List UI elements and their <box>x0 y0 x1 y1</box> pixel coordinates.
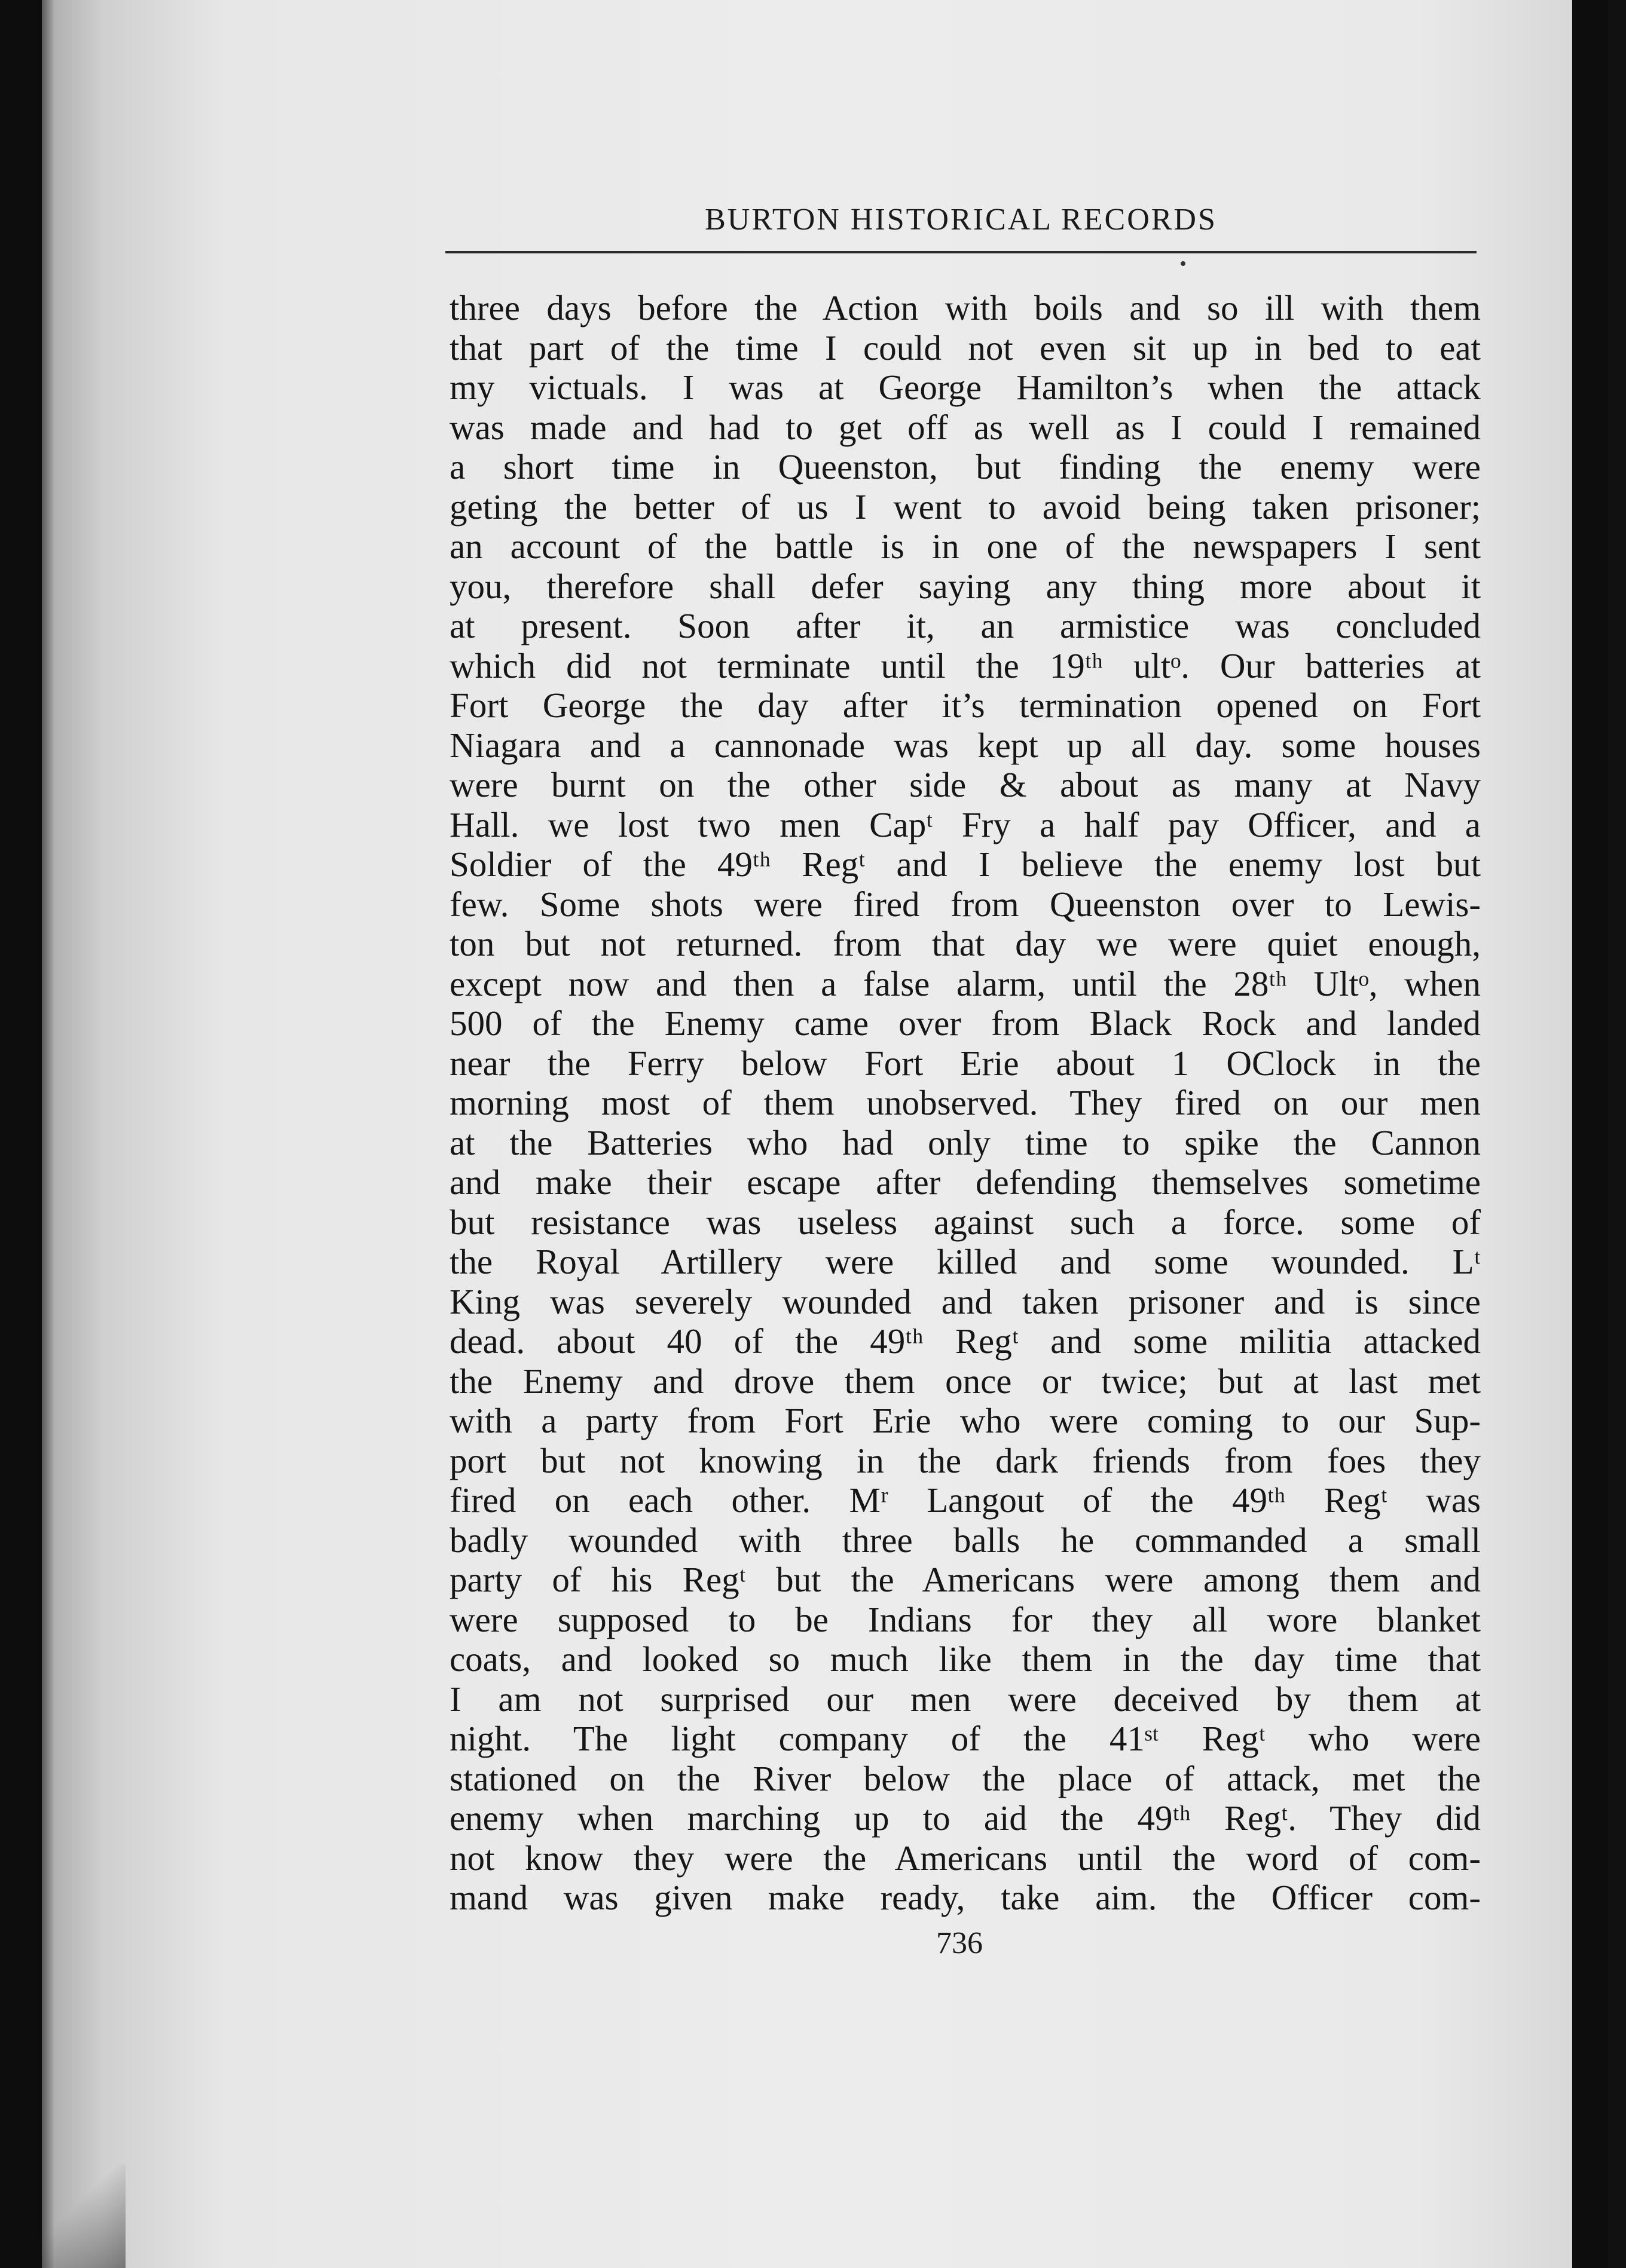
text-line: coats, and looked so much like them in the day time that <box>450 1639 1481 1679</box>
text-line: were burnt on the other side & about as many at Navy <box>450 765 1481 804</box>
header-rule <box>445 251 1477 253</box>
text-line: and make their escape after defending themselves sometime <box>450 1162 1481 1202</box>
text-line: party of his Regᵗ but the Americans were among them and <box>450 1560 1481 1599</box>
text-line: morning most of them unobserved. They fired on our men <box>450 1083 1481 1122</box>
text-line: with a party from Fort Erie who were coming to our Sup- <box>450 1401 1481 1440</box>
page-corner-shadow <box>42 2163 126 2268</box>
text-line: Hall. we lost two men Capᵗ Fry a half pay Officer, and a <box>450 804 1481 844</box>
text-line: not know they were the Americans until the word of com- <box>450 1838 1481 1878</box>
text-line: badly wounded with three balls he commanded a small <box>450 1520 1481 1560</box>
text-line: fired on each other. Mʳ Langout of the 49ᵗʰ Regᵗ was <box>450 1480 1481 1520</box>
text-line: I am not surprised our men were deceived by them at <box>450 1679 1481 1719</box>
text-line: King was severely wounded and taken prisoner and is since <box>450 1281 1481 1321</box>
text-line: at the Batteries who had only time to spike the Cannon <box>450 1122 1481 1162</box>
page-number: 736 <box>936 1926 983 1960</box>
text-line: dead. about 40 of the 49ᵗʰ Regᵗ and some militia attacked <box>450 1321 1481 1361</box>
text-line: at present. Soon after it, an armistice was concluded <box>450 606 1481 645</box>
ink-speck <box>1181 261 1185 266</box>
text-line: which did not terminate until the 19ᵗʰ ultᵒ. Our batteries at <box>450 645 1481 685</box>
running-head: BURTON HISTORICAL RECORDS <box>705 203 1217 237</box>
text-line: 500 of the Enemy came over from Black Rock and landed <box>450 1003 1481 1043</box>
text-line: except now and then a false alarm, until the 28ᵗʰ Ultᵒ, when <box>450 963 1481 1003</box>
text-line: the Enemy and drove them once or twice; but at last met <box>450 1361 1481 1401</box>
text-line: were supposed to be Indians for they all wore blanket <box>450 1599 1481 1639</box>
scan-right-border <box>1608 0 1626 2268</box>
text-line: Niagara and a cannonade was kept up all day. some houses <box>450 725 1481 765</box>
text-line: that part of the time I could not even sit up in bed to eat <box>450 328 1481 368</box>
text-line: geting the better of us I went to avoid being taken prisoner; <box>450 486 1481 527</box>
text-line: ton but not returned. from that day we were quiet enough, <box>450 924 1481 963</box>
text-line: my victuals. I was at George Hamilton’s when the attack <box>450 368 1481 407</box>
text-line: port but not knowing in the dark friends from foes they <box>450 1440 1481 1480</box>
paper-left-edge <box>42 0 54 2268</box>
text-line: stationed on the River below the place of attack, met the <box>450 1758 1481 1798</box>
text-line: enemy when marching up to aid the 49ᵗʰ Regᵗ. They did <box>450 1798 1481 1838</box>
text-line: the Royal Artillery were killed and some wounded. Lᵗ <box>450 1242 1481 1281</box>
text-line: a short time in Queenston, but finding the enemy were <box>450 447 1481 486</box>
text-line: mand was given make ready, take aim. the Officer com- <box>450 1878 1481 1917</box>
text-line: night. The light company of the 41ˢᵗ Regᵗ who were <box>450 1719 1481 1758</box>
text-line: Soldier of the 49ᵗʰ Regᵗ and I believe the enemy lost but <box>450 844 1481 884</box>
text-line: Fort George the day after it’s termination opened on Fort <box>450 685 1481 725</box>
text-line: you, therefore shall defer saying any thing more about it <box>450 566 1481 606</box>
body-text <box>450 288 1481 1918</box>
text-line: near the Ferry below Fort Erie about 1 OClock in the <box>450 1043 1481 1083</box>
text-line: but resistance was useless against such a force. some of <box>450 1202 1481 1242</box>
text-line: few. Some shots were fired from Queenston over to Lewis- <box>450 884 1481 924</box>
text-line: three days before the Action with boils and so ill with them <box>450 288 1481 328</box>
text-line: was made and had to get off as well as I could I remained <box>450 407 1481 447</box>
text-line: an account of the battle is in one of the newspapers I sent <box>450 527 1481 566</box>
